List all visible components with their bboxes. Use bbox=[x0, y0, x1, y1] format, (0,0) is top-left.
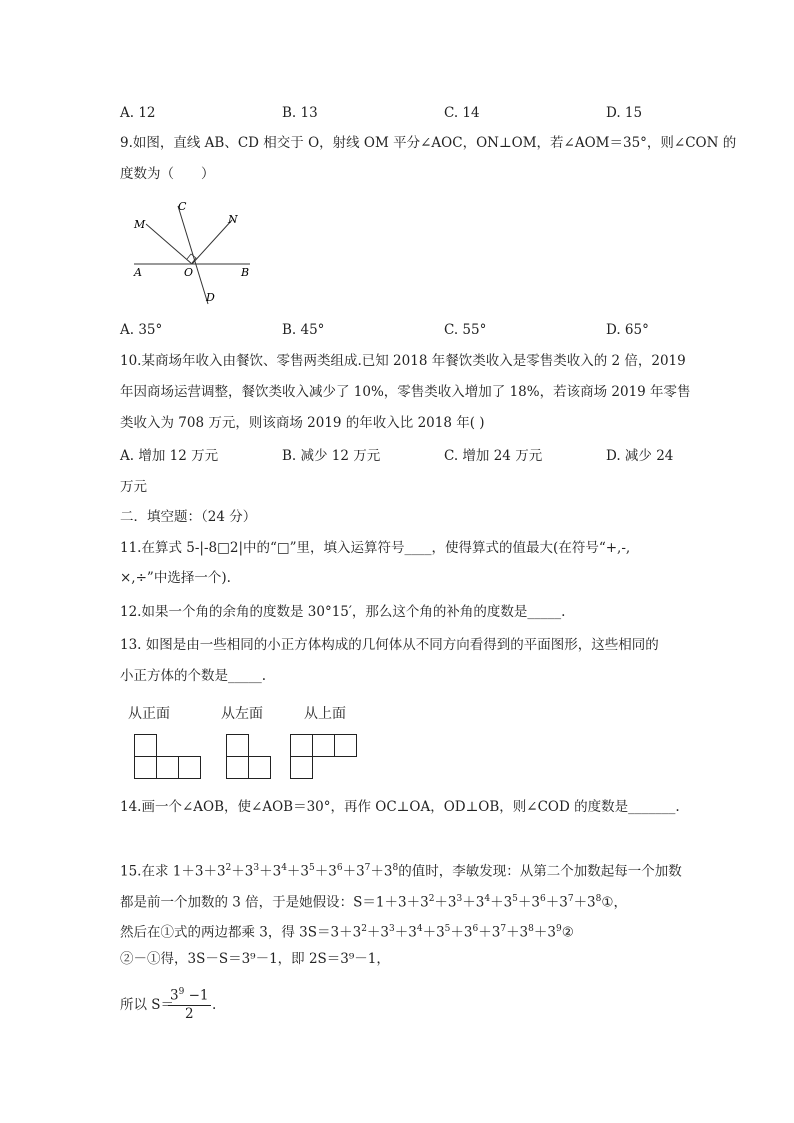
q15-line1: 15.在求 $1+3+3^2+3^3+3^4+3^5+3^6+3^7+3^8$的值时，李敏发现：从第二个加数起每一个加数 bbox=[120, 863, 682, 880]
q13-line1: 13. 如图是由一些相同的小正方体构成的几何体从不同方向看得到的平面图形，这些相同的 bbox=[120, 637, 659, 653]
grid-square bbox=[134, 756, 157, 779]
grid-square bbox=[334, 734, 357, 757]
fraction-denominator: 2 bbox=[184, 1005, 194, 1022]
angle-diagram bbox=[120, 196, 270, 310]
q10-option-b: B. 减少 12 万元 bbox=[282, 448, 381, 464]
q10-option-a: A. 增加 12 万元 bbox=[120, 448, 219, 464]
q12-line1: 12.如果一个角的余角的度数是 30°15′，那么这个角的补角的度数是_____. bbox=[120, 604, 566, 620]
q10-stem-line3: 类收入为 708 万元，则该商场 2019 的年收入比 2018 年( ) bbox=[120, 415, 485, 431]
q15-line5: 所以 S＝ bbox=[120, 997, 175, 1013]
q8-option-d: D. 15 bbox=[606, 105, 643, 121]
q10-option-c: C. 增加 24 万元 bbox=[444, 448, 543, 464]
grid-square bbox=[226, 734, 249, 757]
fraction-numerator: $3^9 -1$ bbox=[168, 984, 211, 1006]
q9-option-b: B. 45° bbox=[282, 322, 325, 338]
q9-angle-figure bbox=[120, 196, 270, 310]
label-n: N bbox=[228, 213, 238, 226]
grid-square bbox=[312, 734, 335, 757]
grid-square bbox=[226, 756, 249, 779]
label-m: M bbox=[134, 218, 146, 231]
grid-square bbox=[178, 756, 201, 779]
q9-option-a: A. 35° bbox=[120, 322, 163, 338]
q15-line4: ②－①得，3S－S＝3⁹－1，即 2S＝3⁹－1， bbox=[120, 951, 390, 967]
q11-line2: ×,÷”中选择一个). bbox=[120, 570, 231, 586]
section-title: 二．填空题：（24 分） bbox=[120, 509, 257, 525]
label-o: O bbox=[184, 266, 194, 279]
q9-option-d: D. 65° bbox=[606, 322, 649, 338]
grid-square bbox=[134, 734, 157, 757]
label-b: B bbox=[241, 266, 250, 279]
label-c: C bbox=[178, 200, 187, 213]
view-label-top: 从上面 bbox=[304, 706, 346, 722]
q9-option-c: C. 55° bbox=[444, 322, 487, 338]
q8-option-b: B. 13 bbox=[282, 105, 318, 121]
grid-square bbox=[290, 756, 313, 779]
q14-line1: 14.画一个∠AOB，使∠AOB＝30°，再作 OC⊥OA，OD⊥OB，则∠COD 的度数是_______. bbox=[120, 799, 680, 815]
q15-line3: 然后在①式的两边都乘 3，得 $3S=3+3^2+3^3+3^4+3^5+3^6+3^7+3^8+3^9②$ bbox=[120, 924, 574, 941]
view-label-front: 从正面 bbox=[128, 706, 170, 722]
fraction bbox=[168, 984, 211, 1023]
view-label-left: 从左面 bbox=[221, 706, 263, 722]
q10-stem-line1: 10.某商场年收入由餐饮、零售两类组成.已知 2018 年餐饮类收入是零售类收入的 2 倍，2019 bbox=[120, 353, 686, 369]
q8-option-c: C. 14 bbox=[444, 105, 480, 121]
q13-line2: 小正方体的个数是_____. bbox=[120, 668, 267, 684]
fraction-period: . bbox=[212, 997, 217, 1013]
q10-stem-line2: 年因商场运营调整，餐饮类收入减少了 10%，零售类收入增加了 18%，若该商场 2019 年零售 bbox=[120, 384, 691, 400]
q10-option-d: D. 减少 24 bbox=[606, 448, 674, 464]
grid-square bbox=[156, 756, 179, 779]
q9-stem-line1: 9.如图，直线 AB、CD 相交于 O，射线 OM 平分∠AOC，ON⊥OM，若∠AOM＝35°，则∠CON 的 bbox=[120, 135, 737, 151]
q11-line1: 11.在算式 5-|-8□2|中的“□”里，填入运算符号____，使得算式的值最大(在符号“+,-, bbox=[120, 540, 631, 556]
q9-stem-line2: 度数为（ ） bbox=[120, 166, 215, 182]
grid-square bbox=[290, 734, 313, 757]
q8-option-a: A. 12 bbox=[120, 105, 156, 121]
grid-square bbox=[248, 756, 271, 779]
q10-option-d-wrap: 万元 bbox=[120, 479, 147, 495]
q15-line2: 都是前一个加数的 3 倍，于是她假设：$S=1+3+3^2+3^3+3^4+3^5+3^6+3^7+3^8①$， bbox=[120, 894, 627, 911]
label-a: A bbox=[134, 266, 142, 279]
label-d: D bbox=[206, 291, 215, 304]
